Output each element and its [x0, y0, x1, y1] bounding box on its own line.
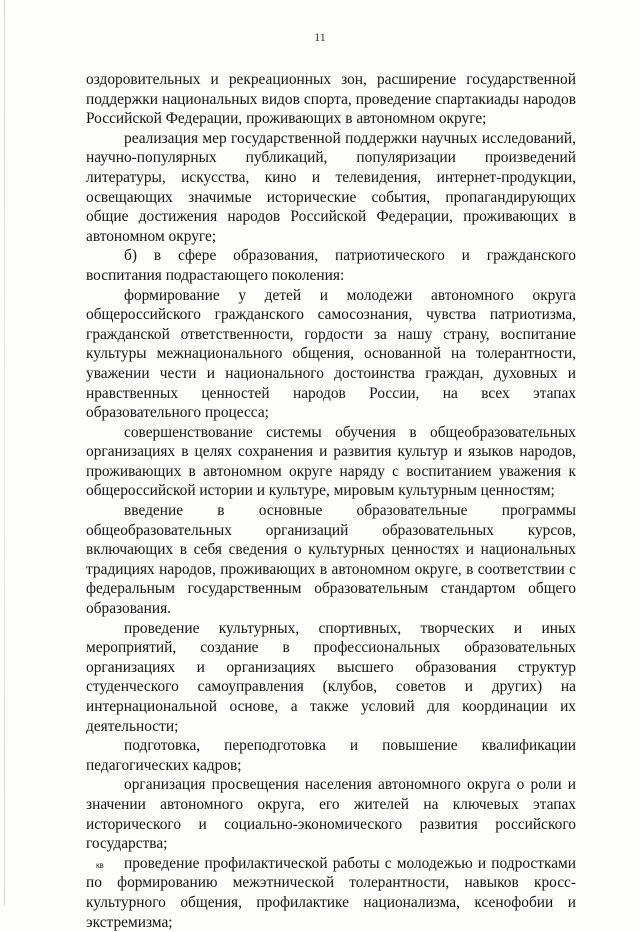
- paragraph: организация просвещения населения автономного округа о роли и значении автономного округа, его жителей на ключевых этапах исторического и социально-экономического развития российского государства;: [86, 776, 576, 853]
- paragraph: оздоровительных и рекреационных зон, расширение государственной поддержки национальных видов спорта, проведение спартакиады народов Российской Федерации, проживающих в автономном округе;: [86, 71, 576, 128]
- document-body: [86, 70, 576, 932]
- paragraph: формирование у детей и молодежи автономного округа общероссийского гражданского самосознания, чувства патриотизма, гражданской ответственности, гордости за нашу страну, воспитание культуры межнационального общения, основанной на толерантности, уважении чести и национального достоинства граждан, духовных и нравственных ценностей народов России, на всех этапах образовательного процесса;: [86, 286, 576, 422]
- page-number: 11: [314, 30, 326, 44]
- paragraph: проведение профилактической работы с молодежью и подростками по формированию межэтнической толерантности, навыков кросс-культурного общения, профилактике национализма, ксенофобии и экстремизма;: [86, 854, 576, 931]
- paragraph: б) в сфере образования, патриотического и гражданского воспитания подрастающего поколения:: [86, 247, 576, 284]
- paragraph: подготовка, переподготовка и повышение квалификации педагогических кадров;: [86, 737, 576, 774]
- paragraph: введение в основные образовательные программы общеобразовательных организаций образовательных курсов, включающих в себя сведения о культурных ценностях и национальных традициях народов, проживающих в автономном округе, в соответствии с федеральным государственным образовательным стандартом общего образования.: [86, 502, 576, 618]
- paragraph: проведение культурных, спортивных, творческих и иных мероприятий, создание в профессиональных образовательных организациях и организациях высшего образования структур студенческого самоуправления (клубов, советов и других) на интернациональной основе, а также условий для координации их деятельности;: [86, 619, 576, 735]
- scan-edge-shadow: [4, 0, 5, 905]
- paragraph: реализация мер государственной поддержки научных исследований, научно-популярных публикаций, популяризации произведений литературы, искусства, кино и телевидения, интернет-продукции, освещающих значимые исторические события, пропагандирующих общие достижения народов Российской Федерации, проживающих в автономном округе;: [86, 129, 576, 245]
- footer-initials: кв: [96, 861, 104, 870]
- paragraph: совершенствование системы обучения в общеобразовательных организациях в целях сохранения и развития культур и языков народов, проживающих в автономном округе наряду с воспитанием уважения к общероссийской истории и культуре, мировым культурным ценностям;: [86, 423, 576, 500]
